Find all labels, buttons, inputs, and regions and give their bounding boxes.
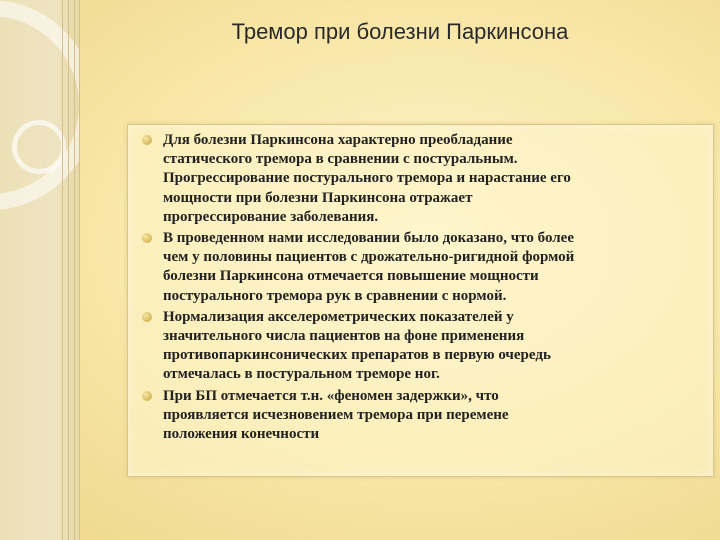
bullet-line: отмечалась в постуральном треморе ног.: [163, 366, 440, 383]
bullet-item: [142, 229, 702, 306]
decorative-vertical-lines: [62, 0, 80, 540]
bullet-line: мощности при болезни Паркинсона отражает: [163, 189, 473, 206]
bullet-list: [142, 131, 702, 446]
bullet-item: [142, 387, 702, 445]
bullet-dot-icon: [142, 391, 152, 401]
decorative-left-strip: [0, 0, 80, 540]
bullet-line: постурального тремора рук в сравнении с нормой.: [163, 287, 507, 304]
bullet-line: болезни Паркинсона отмечается повышение мощности: [163, 268, 539, 285]
bullet-line: проявляется исчезновением тремора при перемене: [163, 406, 509, 423]
slide-title: Тремор при болезни Паркинсона: [231, 19, 569, 44]
bullet-line: противопаркинсонических препаратов в первую очередь: [163, 347, 551, 364]
bullet-item: [142, 308, 702, 385]
bullet-line: положения конечности: [163, 426, 320, 443]
bullet-line: Нормализация акселерометрических показателей у: [163, 308, 514, 325]
decorative-small-ring: [12, 120, 66, 174]
bullet-line: значительного числа пациентов на фоне применения: [163, 328, 525, 345]
bullet-line: Для болезни Паркинсона характерно преобладание: [163, 132, 513, 148]
bullet-dot-icon: [142, 233, 152, 243]
bullet-dot-icon: [142, 312, 152, 322]
bullet-line: Прогрессирование постурального тремора и нарастание его: [163, 170, 571, 187]
bullet-line: прогрессирование заболевания.: [163, 208, 379, 225]
bullet-line: статического тремора в сравнении с постуральным.: [163, 151, 518, 168]
bullet-line: чем у половины пациентов с дрожательно-ригидной формой: [163, 249, 575, 266]
bullet-line: В проведенном нами исследовании было доказано, что более: [163, 230, 574, 247]
bullet-line: При БП отмечается т.н. «феномен задержки», что: [163, 387, 499, 404]
bullet-item: [142, 131, 702, 227]
bullet-dot-icon: [142, 135, 152, 145]
